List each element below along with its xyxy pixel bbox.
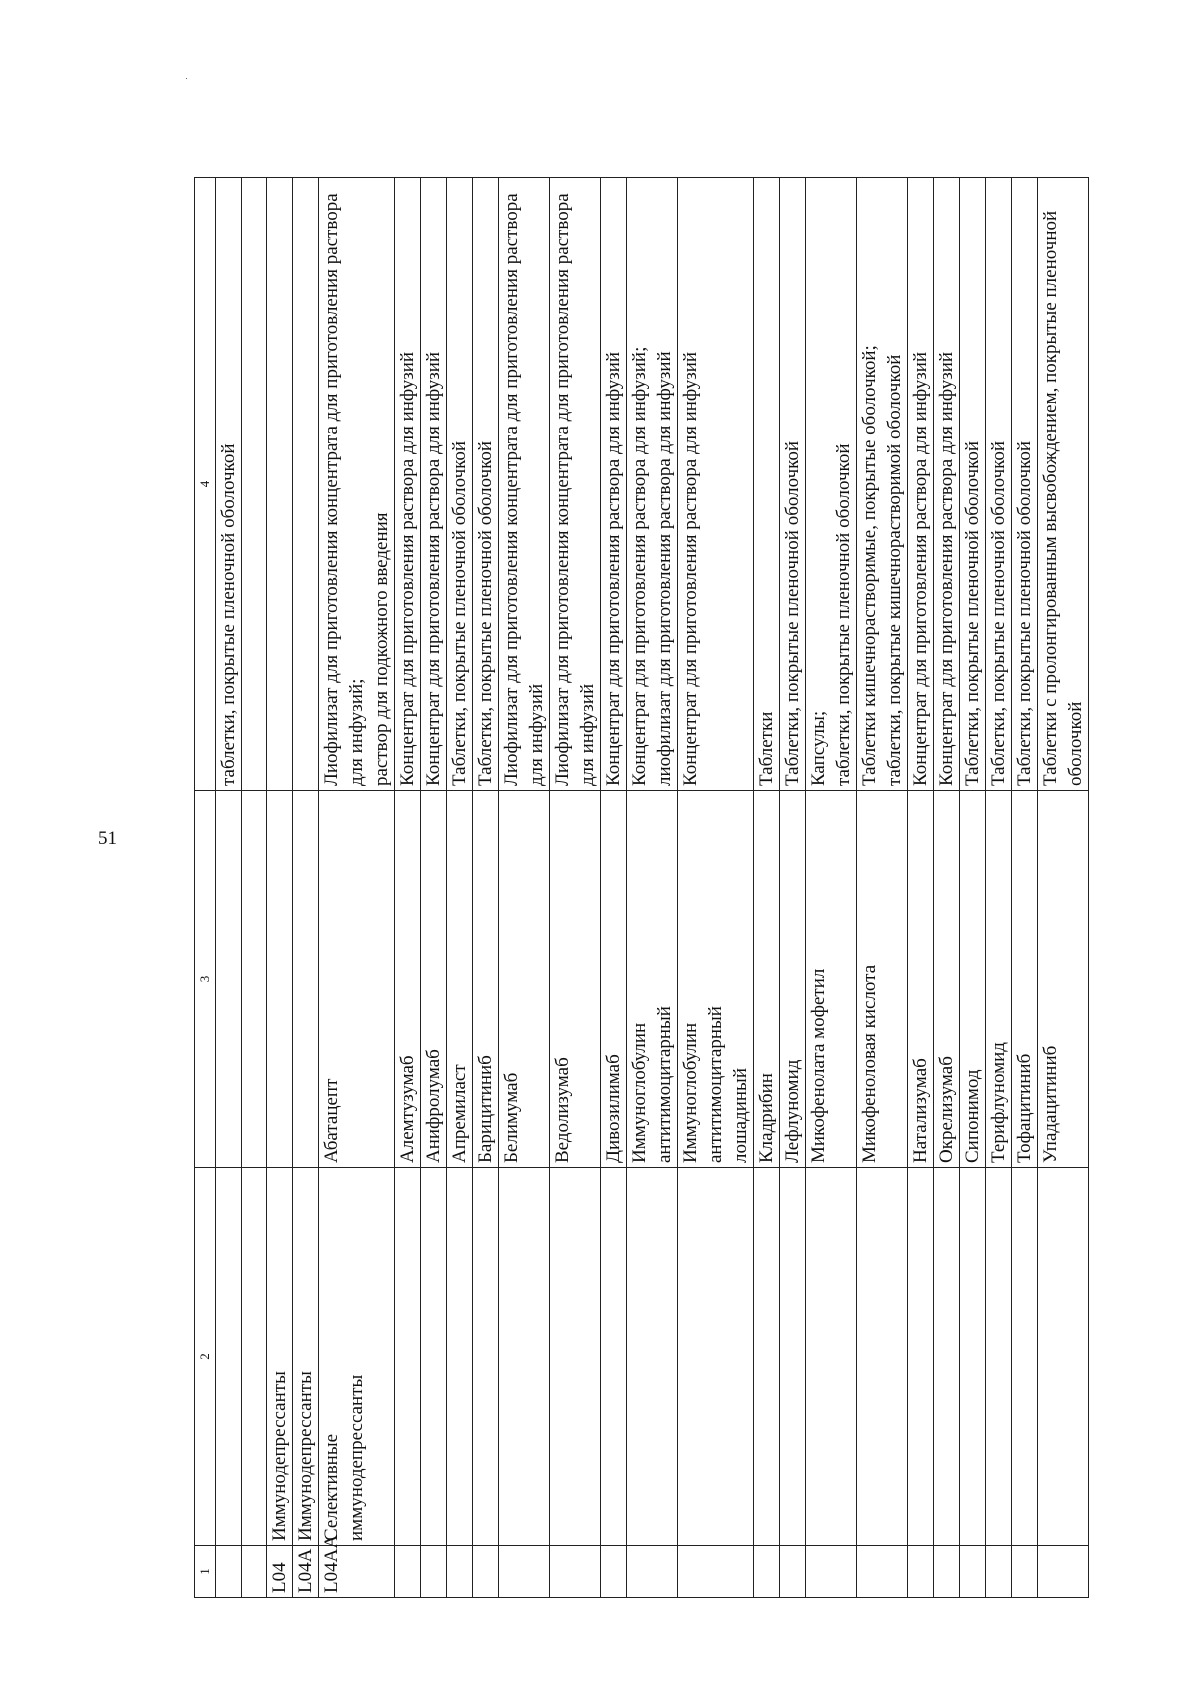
form-cell: Концентрат для приготовления раствора для инфузий; лиофилизат для приготовления раствора для инфузий bbox=[627, 178, 678, 791]
group-cell bbox=[447, 1168, 473, 1546]
code-cell: L04 bbox=[267, 1546, 293, 1598]
group-cell: Иммунодепрессанты bbox=[293, 1168, 319, 1546]
group-cell bbox=[242, 1168, 267, 1546]
substance-cell: Белимумаб bbox=[499, 791, 550, 1168]
group-cell bbox=[780, 1168, 806, 1546]
group-cell bbox=[986, 1168, 1012, 1546]
table-row bbox=[1038, 178, 1089, 1598]
table-row bbox=[678, 178, 754, 1598]
group-cell bbox=[499, 1168, 550, 1546]
code-cell bbox=[986, 1546, 1012, 1598]
substance-cell: Барицитиниб bbox=[473, 791, 499, 1168]
table-row bbox=[293, 178, 319, 1598]
group-cell bbox=[857, 1168, 908, 1546]
code-cell bbox=[395, 1546, 421, 1598]
form-cell bbox=[242, 178, 267, 791]
substance-cell: Анифролумаб bbox=[421, 791, 447, 1168]
form-cell: Капсулы; таблетки, покрытые пленочной оболочкой bbox=[806, 178, 857, 791]
substance-cell bbox=[242, 791, 267, 1168]
header-cell-3: 3 bbox=[195, 791, 216, 1168]
table-row bbox=[421, 178, 447, 1598]
group-cell bbox=[473, 1168, 499, 1546]
code-cell bbox=[447, 1546, 473, 1598]
code-cell bbox=[857, 1546, 908, 1598]
code-cell bbox=[806, 1546, 857, 1598]
code-cell bbox=[780, 1546, 806, 1598]
form-cell: Таблетки с пролонгированным высвобождением, покрытые пленочной оболочкой bbox=[1038, 178, 1089, 791]
substance-cell: Натализумаб bbox=[908, 791, 934, 1168]
group-cell bbox=[754, 1168, 780, 1546]
group-cell bbox=[601, 1168, 627, 1546]
group-cell bbox=[627, 1168, 678, 1546]
substance-cell: Кладрибин bbox=[754, 791, 780, 1168]
substance-cell: Иммуноглобулин антитимоцитарный лошадиный bbox=[678, 791, 754, 1168]
form-cell: Концентрат для приготовления раствора для инфузий bbox=[421, 178, 447, 791]
form-cell: Таблетки, покрытые пленочной оболочкой bbox=[447, 178, 473, 791]
group-cell bbox=[1012, 1168, 1038, 1546]
table-row bbox=[550, 178, 601, 1598]
group-cell bbox=[960, 1168, 986, 1546]
group-cell bbox=[908, 1168, 934, 1546]
form-cell bbox=[293, 178, 319, 791]
group-cell bbox=[421, 1168, 447, 1546]
form-cell: Концентрат для приготовления раствора для инфузий bbox=[601, 178, 627, 791]
code-cell bbox=[601, 1546, 627, 1598]
code-cell: L04A bbox=[293, 1546, 319, 1598]
group-cell bbox=[395, 1168, 421, 1546]
table-row bbox=[447, 178, 473, 1598]
header-cell-4: 4 bbox=[195, 178, 216, 791]
medicines-table bbox=[194, 177, 1089, 1598]
substance-cell: Терифлуномид bbox=[986, 791, 1012, 1168]
substance-cell: Лефлуномид bbox=[780, 791, 806, 1168]
table-row bbox=[473, 178, 499, 1598]
form-cell: Концентрат для приготовления раствора для инфузий bbox=[934, 178, 960, 791]
form-cell: Таблетки bbox=[754, 178, 780, 791]
code-cell bbox=[1038, 1546, 1089, 1598]
group-cell bbox=[806, 1168, 857, 1546]
table-row bbox=[986, 178, 1012, 1598]
code-cell bbox=[754, 1546, 780, 1598]
table-row bbox=[960, 178, 986, 1598]
code-cell bbox=[1012, 1546, 1038, 1598]
table-row bbox=[908, 178, 934, 1598]
table-row bbox=[780, 178, 806, 1598]
code-cell bbox=[421, 1546, 447, 1598]
table-row bbox=[319, 178, 395, 1598]
code-cell bbox=[473, 1546, 499, 1598]
table-row bbox=[934, 178, 960, 1598]
table-row bbox=[754, 178, 780, 1598]
code-cell bbox=[550, 1546, 601, 1598]
code-cell: L04AA bbox=[319, 1546, 395, 1598]
form-cell: Таблетки, покрытые пленочной оболочкой bbox=[473, 178, 499, 791]
code-cell bbox=[242, 1546, 267, 1598]
code-cell bbox=[627, 1546, 678, 1598]
table-row bbox=[627, 178, 678, 1598]
table-row bbox=[242, 178, 267, 1598]
substance-cell: Сипонимод bbox=[960, 791, 986, 1168]
table-row bbox=[806, 178, 857, 1598]
form-cell: Таблетки, покрытые пленочной оболочкой bbox=[986, 178, 1012, 791]
table-row bbox=[216, 178, 242, 1598]
substance-cell bbox=[216, 791, 242, 1168]
code-cell bbox=[960, 1546, 986, 1598]
form-cell: Концентрат для приготовления раствора для инфузий bbox=[395, 178, 421, 791]
substance-cell: Абатацепт bbox=[319, 791, 395, 1168]
substance-cell: Иммуноглобулин антитимоцитарный bbox=[627, 791, 678, 1168]
form-cell: Таблетки, покрытые пленочной оболочкой bbox=[1012, 178, 1038, 791]
substance-cell: Микофенолата мофетил bbox=[806, 791, 857, 1168]
group-cell: Селективные иммунодепрессанты bbox=[319, 1168, 395, 1546]
code-cell bbox=[934, 1546, 960, 1598]
substance-cell: Апремиласт bbox=[447, 791, 473, 1168]
table-row bbox=[601, 178, 627, 1598]
group-cell bbox=[1038, 1168, 1089, 1546]
header-cell-2: 2 bbox=[195, 1168, 216, 1546]
substance-cell: Микофеноловая кислота bbox=[857, 791, 908, 1168]
form-cell: Лиофилизат для приготовления концентрата для приготовления раствора для инфузий; раствор для подкожного введения bbox=[319, 178, 395, 791]
substance-cell: Алемтузумаб bbox=[395, 791, 421, 1168]
table-row bbox=[499, 178, 550, 1598]
page-number: 51 bbox=[98, 828, 117, 849]
group-cell bbox=[216, 1168, 242, 1546]
form-cell bbox=[267, 178, 293, 791]
group-cell bbox=[934, 1168, 960, 1546]
code-cell bbox=[499, 1546, 550, 1598]
form-cell: Таблетки, покрытые пленочной оболочкой bbox=[780, 178, 806, 791]
code-cell bbox=[908, 1546, 934, 1598]
form-cell: Концентрат для приготовления раствора для инфузий bbox=[908, 178, 934, 791]
substance-cell bbox=[267, 791, 293, 1168]
form-cell: Лиофилизат для приготовления концентрата для приготовления раствора для инфузий bbox=[499, 178, 550, 791]
form-cell: Концентрат для приготовления раствора для инфузий bbox=[678, 178, 754, 791]
form-cell: Таблетки, покрытые пленочной оболочкой bbox=[960, 178, 986, 791]
form-cell: Лиофилизат для приготовления концентрата для приготовления раствора для инфузий bbox=[550, 178, 601, 791]
substance-cell bbox=[293, 791, 319, 1168]
table-row bbox=[267, 178, 293, 1598]
form-cell: Таблетки кишечнорастворимые, покрытые оболочкой; таблетки, покрытые кишечнорастворимой оболочкой bbox=[857, 178, 908, 791]
table-row bbox=[1012, 178, 1038, 1598]
header-cell-1: 1 bbox=[195, 1546, 216, 1598]
substance-cell: Окрелизумаб bbox=[934, 791, 960, 1168]
code-cell bbox=[678, 1546, 754, 1598]
table-row bbox=[395, 178, 421, 1598]
form-cell: таблетки, покрытые пленочной оболочкой bbox=[216, 178, 242, 791]
group-cell bbox=[550, 1168, 601, 1546]
substance-cell: Дивозилимаб bbox=[601, 791, 627, 1168]
substance-cell: Тофацитиниб bbox=[1012, 791, 1038, 1168]
table-header-row bbox=[195, 178, 216, 1598]
table-row bbox=[857, 178, 908, 1598]
substance-cell: Ведолизумаб bbox=[550, 791, 601, 1168]
code-cell bbox=[216, 1546, 242, 1598]
group-cell: Иммунодепрессанты bbox=[267, 1168, 293, 1546]
substance-cell: Упадацитиниб bbox=[1038, 791, 1089, 1168]
group-cell bbox=[678, 1168, 754, 1546]
